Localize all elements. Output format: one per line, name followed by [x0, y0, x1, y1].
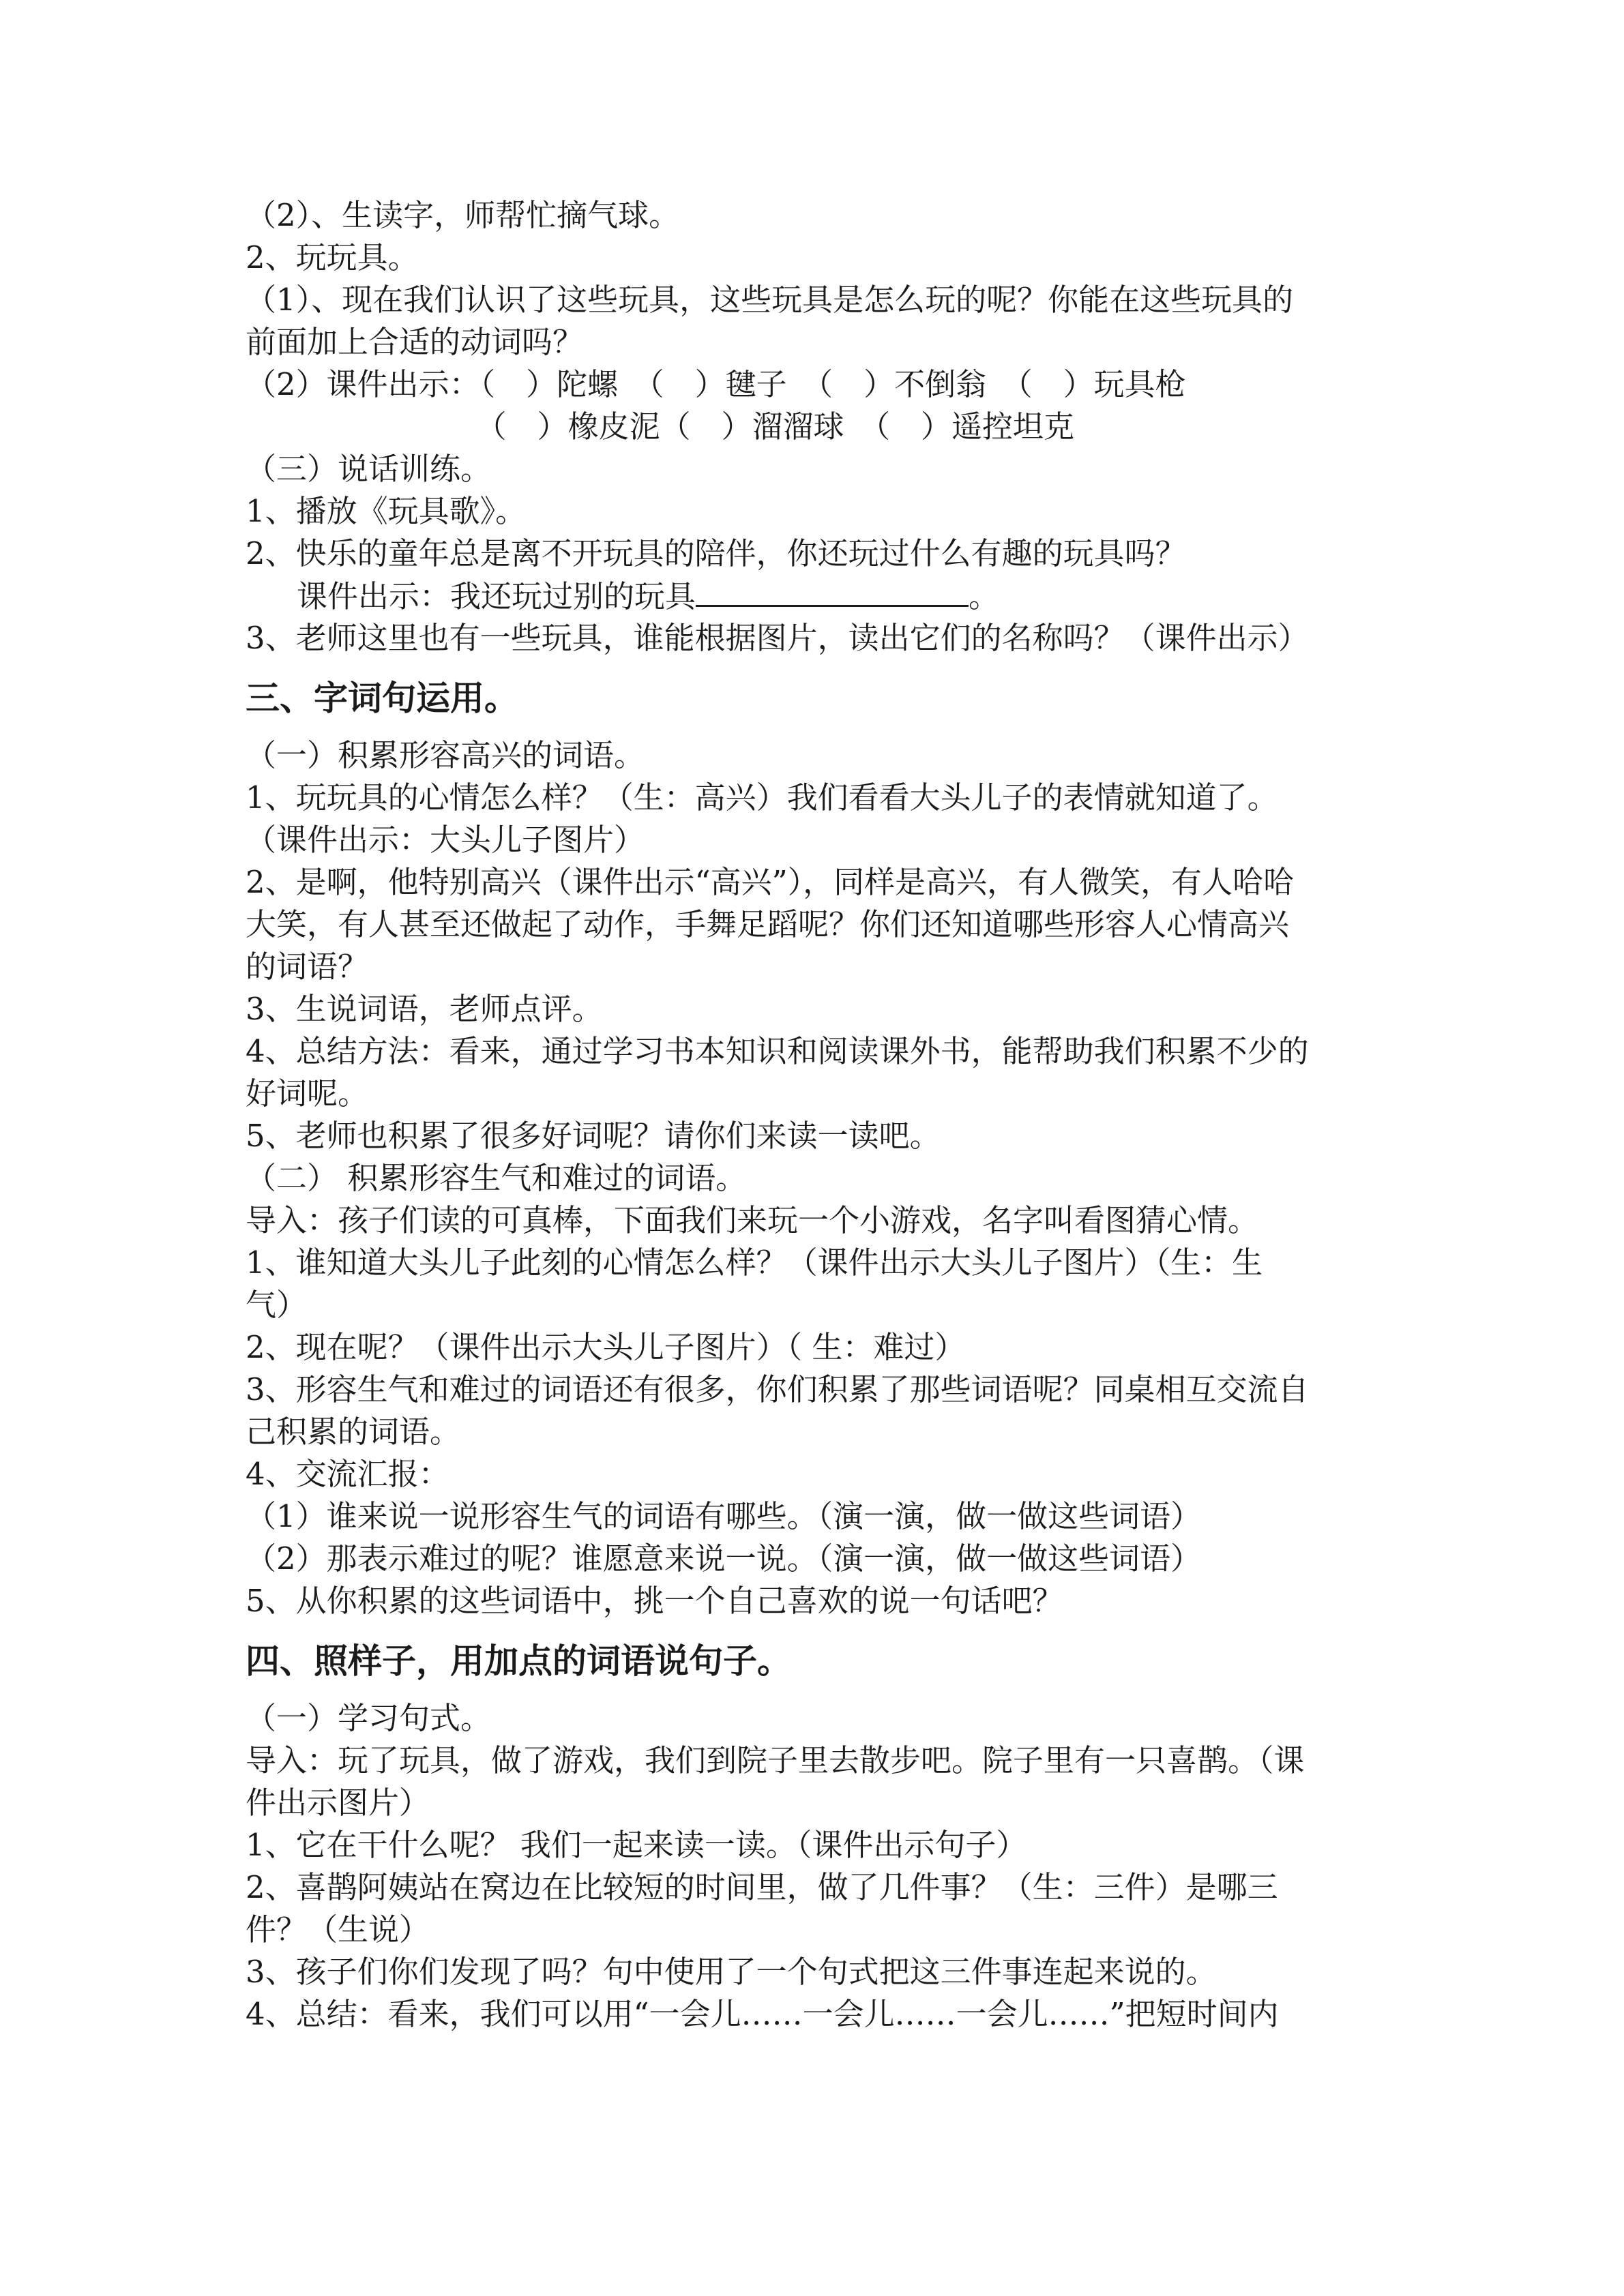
text-line: 2、玩玩具。: [246, 239, 419, 275]
text-line: 1、播放《玩具歌》。: [246, 493, 527, 529]
fill-in-line: [246, 575, 1378, 617]
text-line: （三）说话训练。: [246, 451, 492, 487]
text-line: （课件出示：大头儿子图片）: [246, 822, 645, 858]
text-line: 2、喜鹊阿姨站在窝边在比较短的时间里，做了几件事？（生：三件）是哪三: [246, 1869, 1278, 1905]
section-heading: 四、照样子，用加点的词语说句子。: [246, 1641, 791, 1681]
text-line: 导入：玩了玩具，做了游戏，我们到院子里去散步吧。院子里有一只喜鹊。（课: [246, 1742, 1305, 1778]
text-line: 4、总结方法：看来，通过学习书本知识和阅读课外书，能帮助我们积累不少的: [246, 1033, 1309, 1069]
text-line: 件？（生说）: [246, 1911, 430, 1948]
text-line: 3、形容生气和难过的词语还有很多，你们积累了那些词语呢？同桌相互交流自: [246, 1371, 1309, 1407]
text-line: 气）: [246, 1287, 308, 1323]
text-line: 的词语？: [246, 949, 369, 985]
text-line: （2）那表示难过的呢？谁愿意来说一说。（演一演，做一做这些词语）: [246, 1540, 1202, 1577]
text-line: 2、快乐的童年总是离不开玩具的陪伴，你还玩过什么有趣的玩具吗？: [246, 535, 1186, 571]
text-line: （2）、生读字，师帮忙摘气球。: [246, 197, 680, 233]
section-a: [246, 194, 1378, 659]
text-line: （一）学习句式。: [246, 1700, 492, 1736]
text-line: （1）谁来说一说形容生气的词语有哪些。（演一演，做一做这些词语）: [246, 1498, 1202, 1534]
text-line: 3、孩子们你们发现了吗？句中使用了一个句式把这三件事连起来说的。: [246, 1954, 1217, 1990]
text-line: （一）积累形容高兴的词语。: [246, 737, 645, 773]
text-line: 1、它在干什么呢？ 我们一起来读一读。（课件出示句子）: [246, 1827, 1027, 1863]
document-page: [246, 194, 1378, 2036]
section-c: [246, 1697, 1378, 2036]
text-line: 前面加上合适的动词吗？: [246, 324, 584, 360]
text-line: 3、生说词语，老师点评。: [246, 991, 603, 1027]
text-line: 大笑，有人甚至还做起了动作，手舞足蹈呢？你们还知道哪些形容人心情高兴: [246, 906, 1290, 942]
text-line: （1）、现在我们认识了这些玩具，这些玩具是怎么玩的呢？你能在这些玩具的: [246, 282, 1294, 318]
section-heading: 三、字词句运用。: [246, 679, 518, 718]
text-line: 好词呢。: [246, 1075, 369, 1112]
text-line: 5、老师也积累了很多好词呢？请你们来读一读吧。: [246, 1118, 941, 1154]
text-line: 4、交流汇报：: [246, 1456, 449, 1492]
fill-in-blank: [696, 575, 969, 607]
text-line: 1、谁知道大头儿子此刻的心情怎么样？（课件出示大头儿子图片）（生：生: [246, 1244, 1263, 1281]
fill-in-suffix: 。: [969, 578, 1000, 614]
text-line: （2）课件出示：（ ）陀螺 （ ）毽子 （ ）不倒翁 （ ）玩具枪: [246, 366, 1186, 402]
text-line: 己积累的词语。: [246, 1414, 461, 1450]
text-line: 5、从你积累的这些词语中，挑一个自己喜欢的说一句话吧？: [246, 1583, 1063, 1619]
text-line: （ ）橡皮泥（ ）溜溜球 （ ）遥控坦克: [246, 408, 1075, 445]
fill-in-prefix: 课件出示：我还玩过别的玩具: [297, 578, 696, 614]
text-line: 2、是啊，他特别高兴（课件出示“高兴”），同样是高兴，有人微笑，有人哈哈: [246, 864, 1295, 900]
text-line: 2、现在呢？（课件出示大头儿子图片）（ 生：难过）: [246, 1329, 966, 1365]
text-line: 1、玩玩具的心情怎么样？（生：高兴）我们看看大头儿子的表情就知道了。: [246, 779, 1278, 816]
section-b: [246, 734, 1378, 1622]
text-line: 4、总结：看来，我们可以用“一会儿……一会儿……一会儿……”把短时间内: [246, 1996, 1279, 2032]
text-line: 导入：孩子们读的可真棒，下面我们来玩一个小游戏，名字叫看图猜心情。: [246, 1202, 1259, 1238]
text-line: 件出示图片）: [246, 1785, 430, 1821]
text-line: 3、老师这里也有一些玩具，谁能根据图片，读出它们的名称吗？（课件出示）: [246, 620, 1309, 656]
text-line: （二） 积累形容生气和难过的词语。: [246, 1160, 747, 1196]
